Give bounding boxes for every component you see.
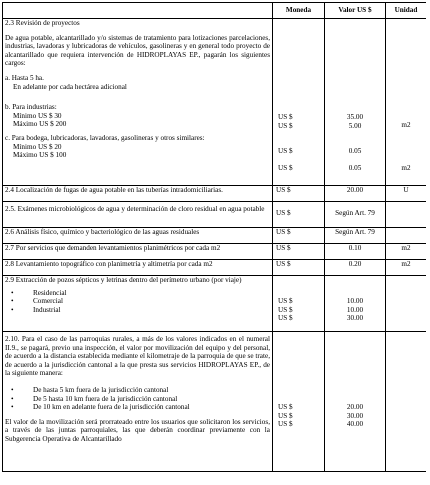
table-row-2-4 bbox=[3, 186, 427, 202]
table-header-row bbox=[3, 3, 427, 19]
row-2-3-item-b-min: Mínimo US $ 30 bbox=[13, 111, 62, 120]
row-2-8-unit: m2 bbox=[386, 260, 427, 276]
list-item: • Comercial bbox=[11, 297, 63, 306]
row-2-7-value: 0.10 bbox=[325, 244, 386, 260]
row-2-4-currency: US $ bbox=[273, 186, 325, 202]
row-2-3-units: m2 m2 bbox=[386, 19, 427, 186]
row-2-3-item-c-max: Máximo US $ 100 bbox=[13, 151, 67, 160]
list-item: • De 5 hasta 10 km fuera de la jurisdicción cantonal bbox=[11, 394, 178, 403]
table-row-2-3 bbox=[3, 19, 427, 186]
header-blank bbox=[3, 3, 273, 19]
row-2-3-item-a: a. Hasta 5 ha. bbox=[5, 73, 44, 82]
list-item: • Industrial bbox=[11, 305, 61, 314]
row-2-3-currency: US $ US $ US $ US $ bbox=[273, 19, 325, 186]
row-2-3-values: 35.00 5.00 0.05 0.05 bbox=[325, 19, 386, 186]
row-2-3-item-a-detail: En adelante por cada hectárea adicional bbox=[13, 82, 127, 91]
row-2-9-values: 10.00 10.00 30.00 bbox=[325, 276, 386, 332]
row-2-10-description bbox=[3, 332, 273, 472]
row-2-4-description: 2.4 Localización de fugas de agua potable en las tuberías intradomiciliarias. bbox=[3, 186, 273, 202]
row-2-9-unit bbox=[386, 276, 427, 332]
row-2-5-description: 2.5. Exámenes microbiológicos de agua y determinación de cloro residual en agua potable bbox=[3, 202, 273, 228]
row-2-10-values: 20.00 30.00 40.00 bbox=[325, 332, 386, 472]
row-2-10-note: El valor de la movilización será prorrateado entre los usuarios que solicitaron los servicios, a través de las juntas parroquiales, las que deberán coordinar previamente con la Subgerencia Operativa de Alcantarillado bbox=[5, 417, 270, 443]
row-2-9-title: 2.9 Extracción de pozos sépticos y letrinas dentro del perímetro urbano (por viaje) bbox=[5, 276, 242, 284]
row-2-6-currency: US $ bbox=[273, 228, 325, 244]
row-2-8-value: 0.20 bbox=[325, 260, 386, 276]
table-row-2-6 bbox=[3, 228, 427, 244]
row-2-6-value: Según Art. 79 bbox=[325, 228, 386, 244]
tariff-table bbox=[2, 2, 426, 472]
table-row-2-5 bbox=[3, 202, 427, 228]
row-2-10-unit bbox=[386, 332, 427, 472]
row-2-6-unit bbox=[386, 228, 427, 244]
row-2-5-currency: US $ bbox=[273, 202, 325, 228]
header-value: Valor US $ bbox=[325, 3, 386, 19]
table-row-2-7 bbox=[3, 244, 427, 260]
row-2-8-description: 2.8 Levantamiento topográfico con planimetría y altimetría por cada m2 bbox=[3, 260, 273, 276]
tariff-document bbox=[2, 2, 426, 483]
row-2-6-description: 2.6 Análisis físico, químico y bacteriológico de las aguas residuales bbox=[3, 228, 273, 244]
row-2-3-item-c: c. Para bodega, lubricadoras, lavadoras, gasolineras y otros similares: bbox=[5, 133, 205, 142]
header-currency: Moneda bbox=[273, 3, 325, 19]
row-2-5-unit bbox=[386, 202, 427, 228]
table-row-2-8 bbox=[3, 260, 427, 276]
row-2-10-currency: US $ US $ US $ bbox=[273, 332, 325, 472]
row-2-3-item-b: b. Para industrias: bbox=[5, 103, 57, 112]
row-2-3-item-c-min: Mínimo US $ 20 bbox=[13, 142, 62, 151]
row-2-7-description: 2.7 Por servicios que demanden levantamientos planimétricos por cada m2 bbox=[3, 244, 273, 260]
row-2-3-intro: De agua potable, alcantarillado y/o sistemas de tratamiento para lotizaciones parcelaciones, industrias, lavadoras y lubricadoras de vehículos, gasolineras y en general todo proyecto de alcantarillado que requiera intervención de HIDROPLAYAS EP., pagarán los siguientes cargos: bbox=[5, 33, 270, 68]
list-item: • De 10 km en adelante fuera de la jurisdicción cantonal bbox=[11, 403, 190, 412]
row-2-5-value: Según Art. 79 bbox=[325, 202, 386, 228]
row-2-4-value: 20.00 bbox=[325, 186, 386, 202]
row-2-10-intro: 2.10. Para el caso de las parroquias rurales, a más de los valores indicados en el numeral II.9., se pagará, previo una inspección, el valor por movilización del equipo y del personal, de acuerdo a la distancia establecida mediante el kilometraje de la parroquia de que se trate, de acuerdo a la jurisdicción cantonal a la que presta sus servicios HIDROPLAYAS EP., de la siguiente manera: bbox=[5, 335, 270, 378]
row-2-3-description bbox=[3, 19, 273, 186]
row-2-8-currency: US $ bbox=[273, 260, 325, 276]
row-2-9-currency: US $ US $ US $ bbox=[273, 276, 325, 332]
row-2-9-description bbox=[3, 276, 273, 332]
row-2-7-currency: US $ bbox=[273, 244, 325, 260]
row-2-4-unit: U bbox=[386, 186, 427, 202]
table-row-2-10 bbox=[3, 332, 427, 472]
header-unit: Unidad bbox=[386, 3, 427, 19]
table-row-2-9 bbox=[3, 276, 427, 332]
row-2-3-item-b-max: Máximo US $ 200 bbox=[13, 120, 67, 129]
list-item: • Residencial bbox=[11, 288, 67, 297]
row-2-7-unit: m2 bbox=[386, 244, 427, 260]
list-item: • De hasta 5 km fuera de la jurisdicción cantonal bbox=[11, 385, 169, 394]
row-2-3-title: 2.3 Revisión de proyectos bbox=[5, 19, 80, 27]
